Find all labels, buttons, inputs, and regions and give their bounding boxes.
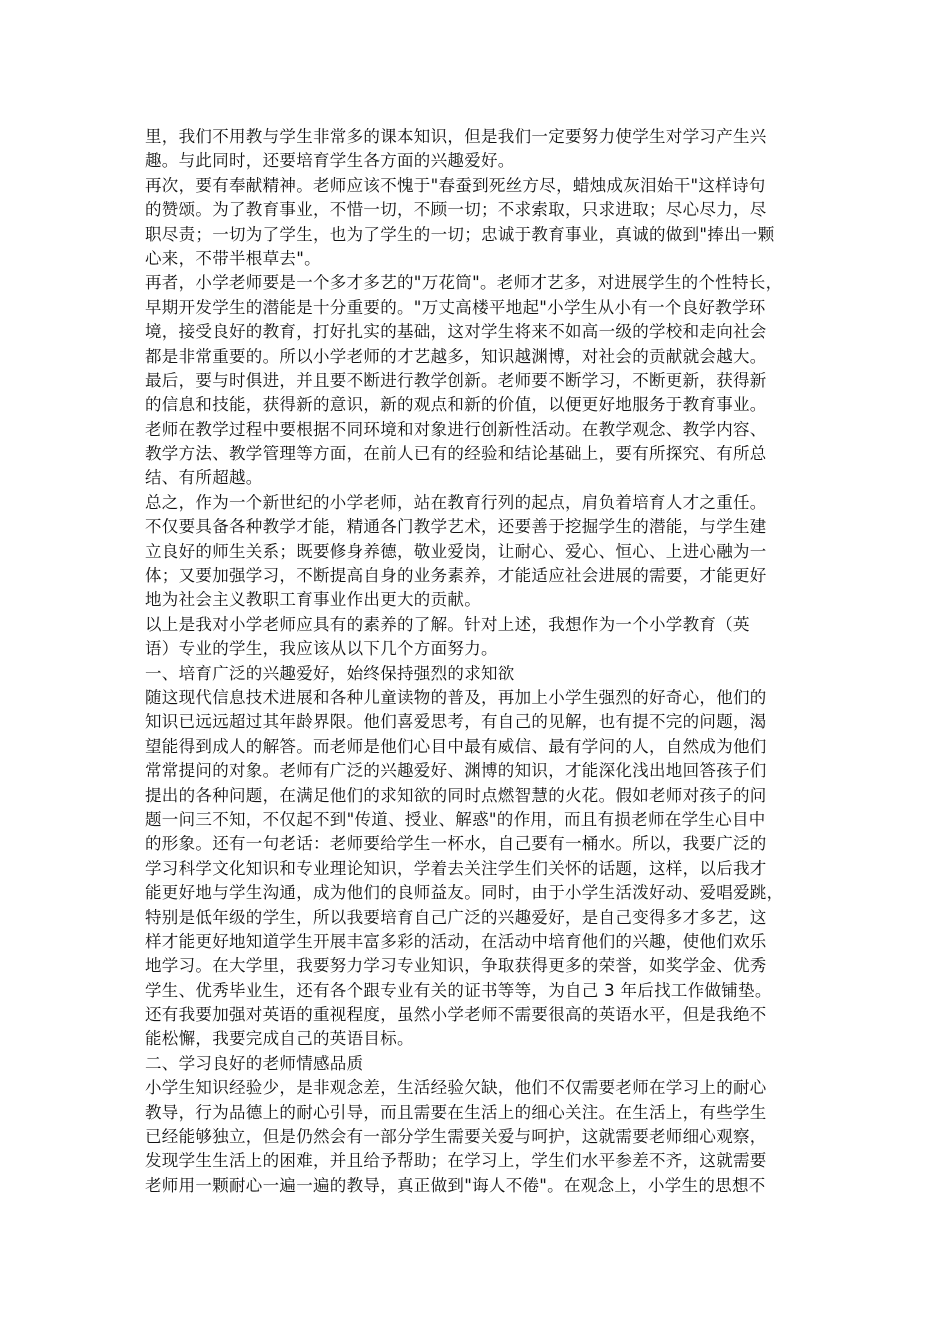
text-line: 最后，要与时俱进，并且要不断进行教学创新。老师要不断学习，不断更新，获得新: [145, 370, 767, 390]
text-line: 常常提问的对象。老师有广泛的兴趣爱好、渊博的知识，才能深化浅出地回答孩子们: [145, 761, 767, 781]
text-line: 不仅要具备各种教学才能，精通各门教学艺术，还要善于挖掘学生的潜能，与学生建: [145, 517, 767, 537]
text-line: 的赞颂。为了教育事业，不惜一切，不顾一切；不求索取，只求进取；尽心尽力，尽: [145, 200, 767, 220]
text-line: 的信息和技能，获得新的意识，新的观点和新的价值，以便更好地服务于教育事业。: [145, 395, 767, 415]
text-line: 学习科学文化知识和专业理论知识，学着去关注学生们关怀的话题，这样，以后我才: [145, 858, 767, 878]
text-line: 发现学生生活上的困难，并且给予帮助；在学习上，学生们水平参差不齐，这就需要: [145, 1151, 767, 1171]
text-line: 都是非常重要的。所以小学老师的才艺越多，知识越渊博，对社会的贡献就会越大。: [145, 346, 767, 366]
text-line: 知识已远远超过其年龄界限。他们喜爱思考，有自己的见解，也有提不完的问题，渴: [145, 712, 767, 732]
text-line: 境，接受良好的教育，打好扎实的基础，这对学生将来不如高一级的学校和走向社会: [145, 322, 767, 342]
text-line: 二、学习良好的老师情感品质: [145, 1053, 364, 1073]
text-line: 还有我要加强对英语的重视程度，虽然小学老师不需要很高的英语水平，但是我绝不: [145, 1005, 767, 1025]
text-line: 老师用一颗耐心一遍一遍的教导，真正做到"诲人不倦"。在观念上，小学生的思想不: [145, 1175, 766, 1195]
text-line: 老师在教学过程中要根据不同环境和对象进行创新性活动。在教学观念、教学内容、: [145, 419, 767, 439]
text-line: 再者，小学老师要是一个多才多艺的"万花筒"。老师才艺多，对进展学生的个性特长，: [145, 273, 783, 293]
text-line: 题一问三不知，不仅起不到"传道、授业、解惑"的作用，而且有损老师在学生心目中: [145, 809, 766, 829]
text-line: 再次，要有奉献精神。老师应该不愧于"春蚕到死丝方尽，蜡烛成灰泪始干"这样诗句: [145, 175, 766, 195]
text-line: 望能得到成人的解答。而老师是他们心目中最有威信、最有学问的人，自然成为他们: [145, 736, 767, 756]
text-line: 结、有所超越。: [145, 468, 263, 488]
text-line: 的形象。还有一句老话：老师要给学生一杯水，自己要有一桶水。所以，我要广泛的: [145, 834, 767, 854]
text-line: 学生、优秀毕业生，还有各个跟专业有关的证书等等，为自己 3 年后找工作做铺垫。: [145, 980, 772, 1000]
text-line: 里，我们不用教与学生非常多的课本知识，但是我们一定要努力使学生对学习产生兴: [145, 127, 767, 146]
text-line: 地学习。在大学里，我要努力学习专业知识，争取获得更多的荣誉，如奖学金、优秀: [145, 956, 767, 976]
text-line: 职尽责；一切为了学生，也为了学生的一切；忠诚于教育事业，真诚的做到"捧出一颗: [145, 224, 775, 244]
text-line: 教学方法、教学管理等方面，在前人已有的经验和结论基础上，要有所探究、有所总: [145, 444, 767, 464]
text-line: 小学生知识经验少，是非观念差，生活经验欠缺，他们不仅需要老师在学习上的耐心: [145, 1078, 767, 1098]
text-line: 特别是低年级的学生，所以我要培育自己广泛的兴趣爱好，是自己变得多才多艺，这: [145, 907, 767, 927]
text-line: 体；又要加强学习，不断提高自身的业务素养，才能适应社会进展的需要，才能更好: [145, 566, 767, 586]
text-line: 总之，作为一个新世纪的小学老师，站在教育行列的起点，肩负着培育人才之重任。: [145, 492, 767, 512]
text-line: 随这现代信息技术进展和各种儿童读物的普及，再加上小学生强烈的好奇心，他们的: [145, 687, 767, 707]
text-line: 语）专业的学生，我应该从以下几个方面努力。: [145, 639, 498, 659]
text-line: 以上是我对小学老师应具有的素养的了解。针对上述，我想作为一个小学教育（英: [145, 614, 750, 634]
text-line: 能更好地与学生沟通，成为他们的良师益友。同时，由于小学生活泼好动、爱唱爱跳，: [145, 883, 784, 903]
text-line: 立良好的师生关系；既要修身养德，敬业爱岗，让耐心、爱心、恒心、上进心融为一: [145, 541, 767, 561]
text-line: 已经能够独立，但是仍然会有一部分学生需要关爱与呵护，这就需要老师细心观察，: [145, 1127, 767, 1147]
text-line: 早期开发学生的潜能是十分重要的。"万丈高楼平地起"小学生从小有一个良好教学环: [145, 297, 766, 317]
text-line: 能松懈，我要完成自己的英语目标。: [145, 1029, 414, 1049]
body-text: [145, 125, 807, 1198]
text-line: 趣。与此同时，还要培育学生各方面的兴趣爱好。: [145, 151, 515, 171]
text-line: 地为社会主义教职工育事业作出更大的贡献。: [145, 590, 481, 610]
text-line: 样才能更好地知道学生开展丰富多彩的活动，在活动中培育他们的兴趣，使他们欢乐: [145, 931, 767, 951]
text-line: 教导，行为品德上的耐心引导，而且需要在生活上的细心关注。在生活上，有些学生: [145, 1102, 767, 1122]
text-line: 一、培育广泛的兴趣爱好，始终保持强烈的求知欲: [145, 663, 515, 683]
text-line: 心来，不带半根草去"。: [145, 248, 321, 268]
text-line: 提出的各种问题，在满足他们的求知欲的同时点燃智慧的火花。假如老师对孩子的问: [145, 785, 767, 805]
